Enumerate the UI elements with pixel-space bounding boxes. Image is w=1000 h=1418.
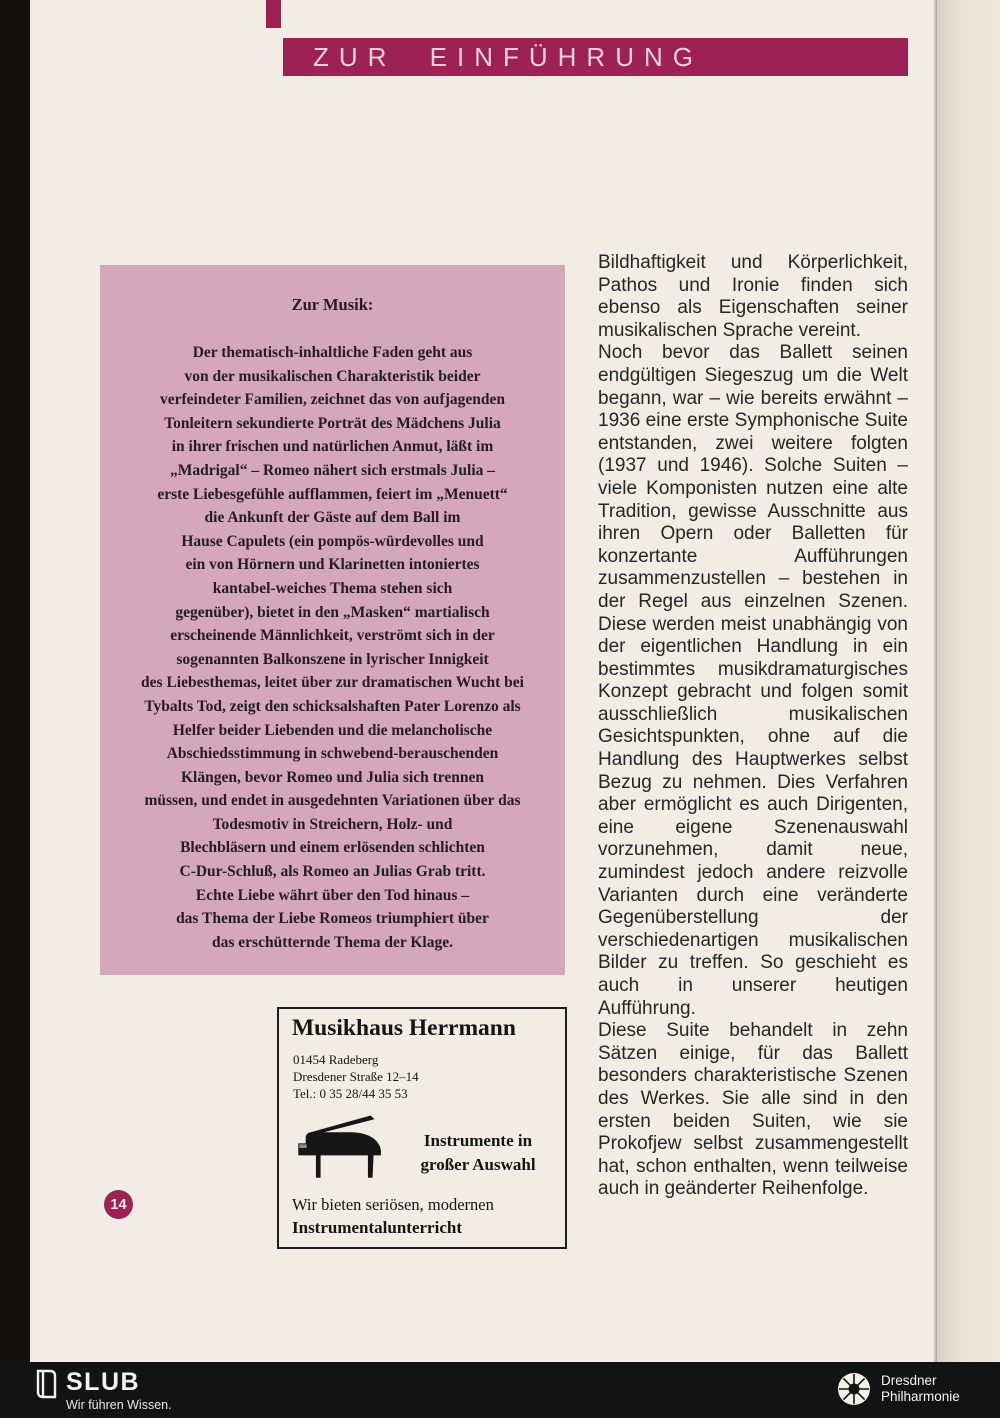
music-text-line: des Liebesthemas, leitet über zur dramatischen Wucht bei xyxy=(141,674,524,692)
page-number-badge: 14 xyxy=(104,1190,133,1219)
philharmonie-line2: Philharmonie xyxy=(881,1389,960,1404)
music-text-line: Blechbläsern und einem erlösenden schlichten xyxy=(180,839,485,857)
music-text-line: Abschiedsstimmung in schwebend-berauschenden xyxy=(166,745,499,763)
article-paragraph: Bildhaftigkeit und Körperlichkeit, Pathos und Ironie finden sich ebenso als Eigenschaften seiner musikalischen Sprache vereint. xyxy=(598,252,908,341)
philharmonie-line1: Dresdner xyxy=(881,1372,937,1388)
banner-top-tab xyxy=(266,0,281,28)
ad-highlight-text xyxy=(397,1129,559,1177)
ad-address-line: Dresdener Straße 12–14 xyxy=(293,1069,419,1084)
ad-offer-line2: Instrumentalunterricht xyxy=(292,1218,462,1237)
ad-offer-line1: Wir bieten seriösen, modernen xyxy=(292,1195,494,1214)
article-paragraph: Diese Suite behandelt in zehn Sätzen einige, für das Ballett besonders charakteristische Szenen des Werkes. Sie alle sind in den ersten beiden Suiten, wie sie Prokofjew selbst zusammengestellt hat, schon enthalten, wenn teilweise auch in geänderter Reihenfolge. xyxy=(598,1020,908,1200)
ad-highlight-line2: großer Auswahl xyxy=(420,1155,536,1174)
music-text-line: das Thema der Liebe Romeos triumphiert über xyxy=(176,910,489,928)
music-text-line: verfeindeter Familien, zeichnet das von aufjagenden xyxy=(160,391,505,409)
music-text-line: Tybalts Tod, zeigt den schicksalshaften Pater Lorenzo als xyxy=(144,697,521,715)
music-text-line: Tonleitern sekundierte Porträt des Mädchens Julia xyxy=(164,414,501,432)
page-fold-line xyxy=(933,0,937,1362)
music-intro-box xyxy=(100,265,565,975)
music-text-line: in ihrer frischen und natürlichen Anmut, läßt im xyxy=(171,438,494,456)
advertisement-box xyxy=(277,1007,567,1249)
music-text-line: sogenannten Balkonszene in lyrischer Innigkeit xyxy=(176,650,489,668)
music-text-line: erscheinende Männlichkeit, verströmt sich in der xyxy=(170,627,495,645)
slub-tagline: Wir führen Wissen. xyxy=(66,1398,172,1412)
book-icon xyxy=(34,1369,58,1399)
music-text-line: Echte Liebe währt über den Tod hinaus – xyxy=(195,886,470,904)
page-title: ZUR EINFÜHRUNG xyxy=(313,41,703,72)
music-text-line: müssen, und endet in ausgedehnten Variationen über das xyxy=(144,792,521,810)
page-edge-shadow xyxy=(937,0,1000,1362)
music-text-line: „Madrigal“ – Romeo nähert sich erstmals Julia – xyxy=(169,461,496,479)
ad-address-line: Tel.: 0 35 28/44 35 53 xyxy=(293,1086,408,1101)
music-text-line: von der musikalischen Charakteristik beider xyxy=(184,367,481,385)
footer-bar xyxy=(0,1362,1000,1418)
scan-black-edge-left xyxy=(0,0,30,1418)
article-column xyxy=(598,252,908,1201)
article-paragraph: Noch bevor das Ballett seinen endgültigen Siegeszug um die Welt begann, war – wie bereits erwähnt – 1936 eine erste Symphonische Suite entstanden, zwei weitere folgten (1937 und 1946). Solche Suiten – viele Komponisten nutzen eine alte Tradition, gewisse Ausschnitte aus ihren Opern oder Balletten für konzertante Aufführungen zusammenzustellen – bestehen in der Regel aus einzelnen Szenen. Diese werden meist unabhängig von der eigentlichen Handlung in ein bestimmtes musikdramaturgisches Konzept gebracht und folgen somit ausschließlich musikalischen Gesichtspunkten, ohne auf die Handlung des Hauptwerkes selbst Bezug zu nehmen. Dies Verfahren aber ermöglicht es auch Dirigenten, eine eigene Szenenauswahl vorzunehmen, damit neue, zumindest jedoch andere reizvolle Varianten durch eine veränderte Gegenüberstellung der verschiedenartigen musikalischen Bilder zu treffen. So geschieht es auch in unserer heutigen Aufführung. xyxy=(598,342,908,1019)
slub-text xyxy=(66,1369,172,1412)
ad-address-line: 01454 Radeberg xyxy=(293,1052,379,1067)
music-text-line: erste Liebesgefühle aufflammen, feiert im „Menuett“ xyxy=(157,485,508,503)
music-text-line: Todesmotiv in Streichern, Holz- und xyxy=(212,815,453,833)
music-text-line: ein von Hörnern und Klarinetten intoniertes xyxy=(185,556,480,574)
music-text-line: kantabel-weiches Thema stehen sich xyxy=(212,579,453,597)
slub-name: SLUB xyxy=(66,1368,141,1396)
philharmonie-text xyxy=(881,1373,960,1406)
ad-company-name: Musikhaus Herrmann xyxy=(292,1015,516,1041)
music-text-line: Hause Capulets (ein pompös-würdevolles und xyxy=(181,532,484,550)
philharmonie-sun-logo xyxy=(836,1371,872,1407)
music-text-line: Der thematisch-inhaltliche Faden geht aus xyxy=(192,344,473,361)
music-text-line: Helfer beider Liebenden und die melancholische xyxy=(172,721,493,739)
music-text-line: gegenüber), bietet in den „Masken“ martialisch xyxy=(175,603,490,621)
music-text-line: das erschütternde Thema der Klage. xyxy=(212,933,453,951)
music-box-heading: Zur Musik: xyxy=(291,295,374,314)
ad-address xyxy=(293,1051,419,1102)
music-box-text xyxy=(100,341,565,954)
slub-branding xyxy=(34,1369,172,1412)
section-header-banner xyxy=(283,38,908,76)
ad-highlight-line1: Instrumente in xyxy=(423,1131,533,1150)
music-text-line: Klängen, bevor Romeo und Julia sich trennen xyxy=(180,768,484,786)
philharmonie-branding xyxy=(836,1371,960,1407)
grand-piano-icon xyxy=(285,1109,397,1187)
music-text-line: C-Dur-Schluß, als Romeo an Julias Grab tritt. xyxy=(179,863,486,881)
music-text-line: die Ankunft der Gäste auf dem Ball im xyxy=(204,509,461,527)
